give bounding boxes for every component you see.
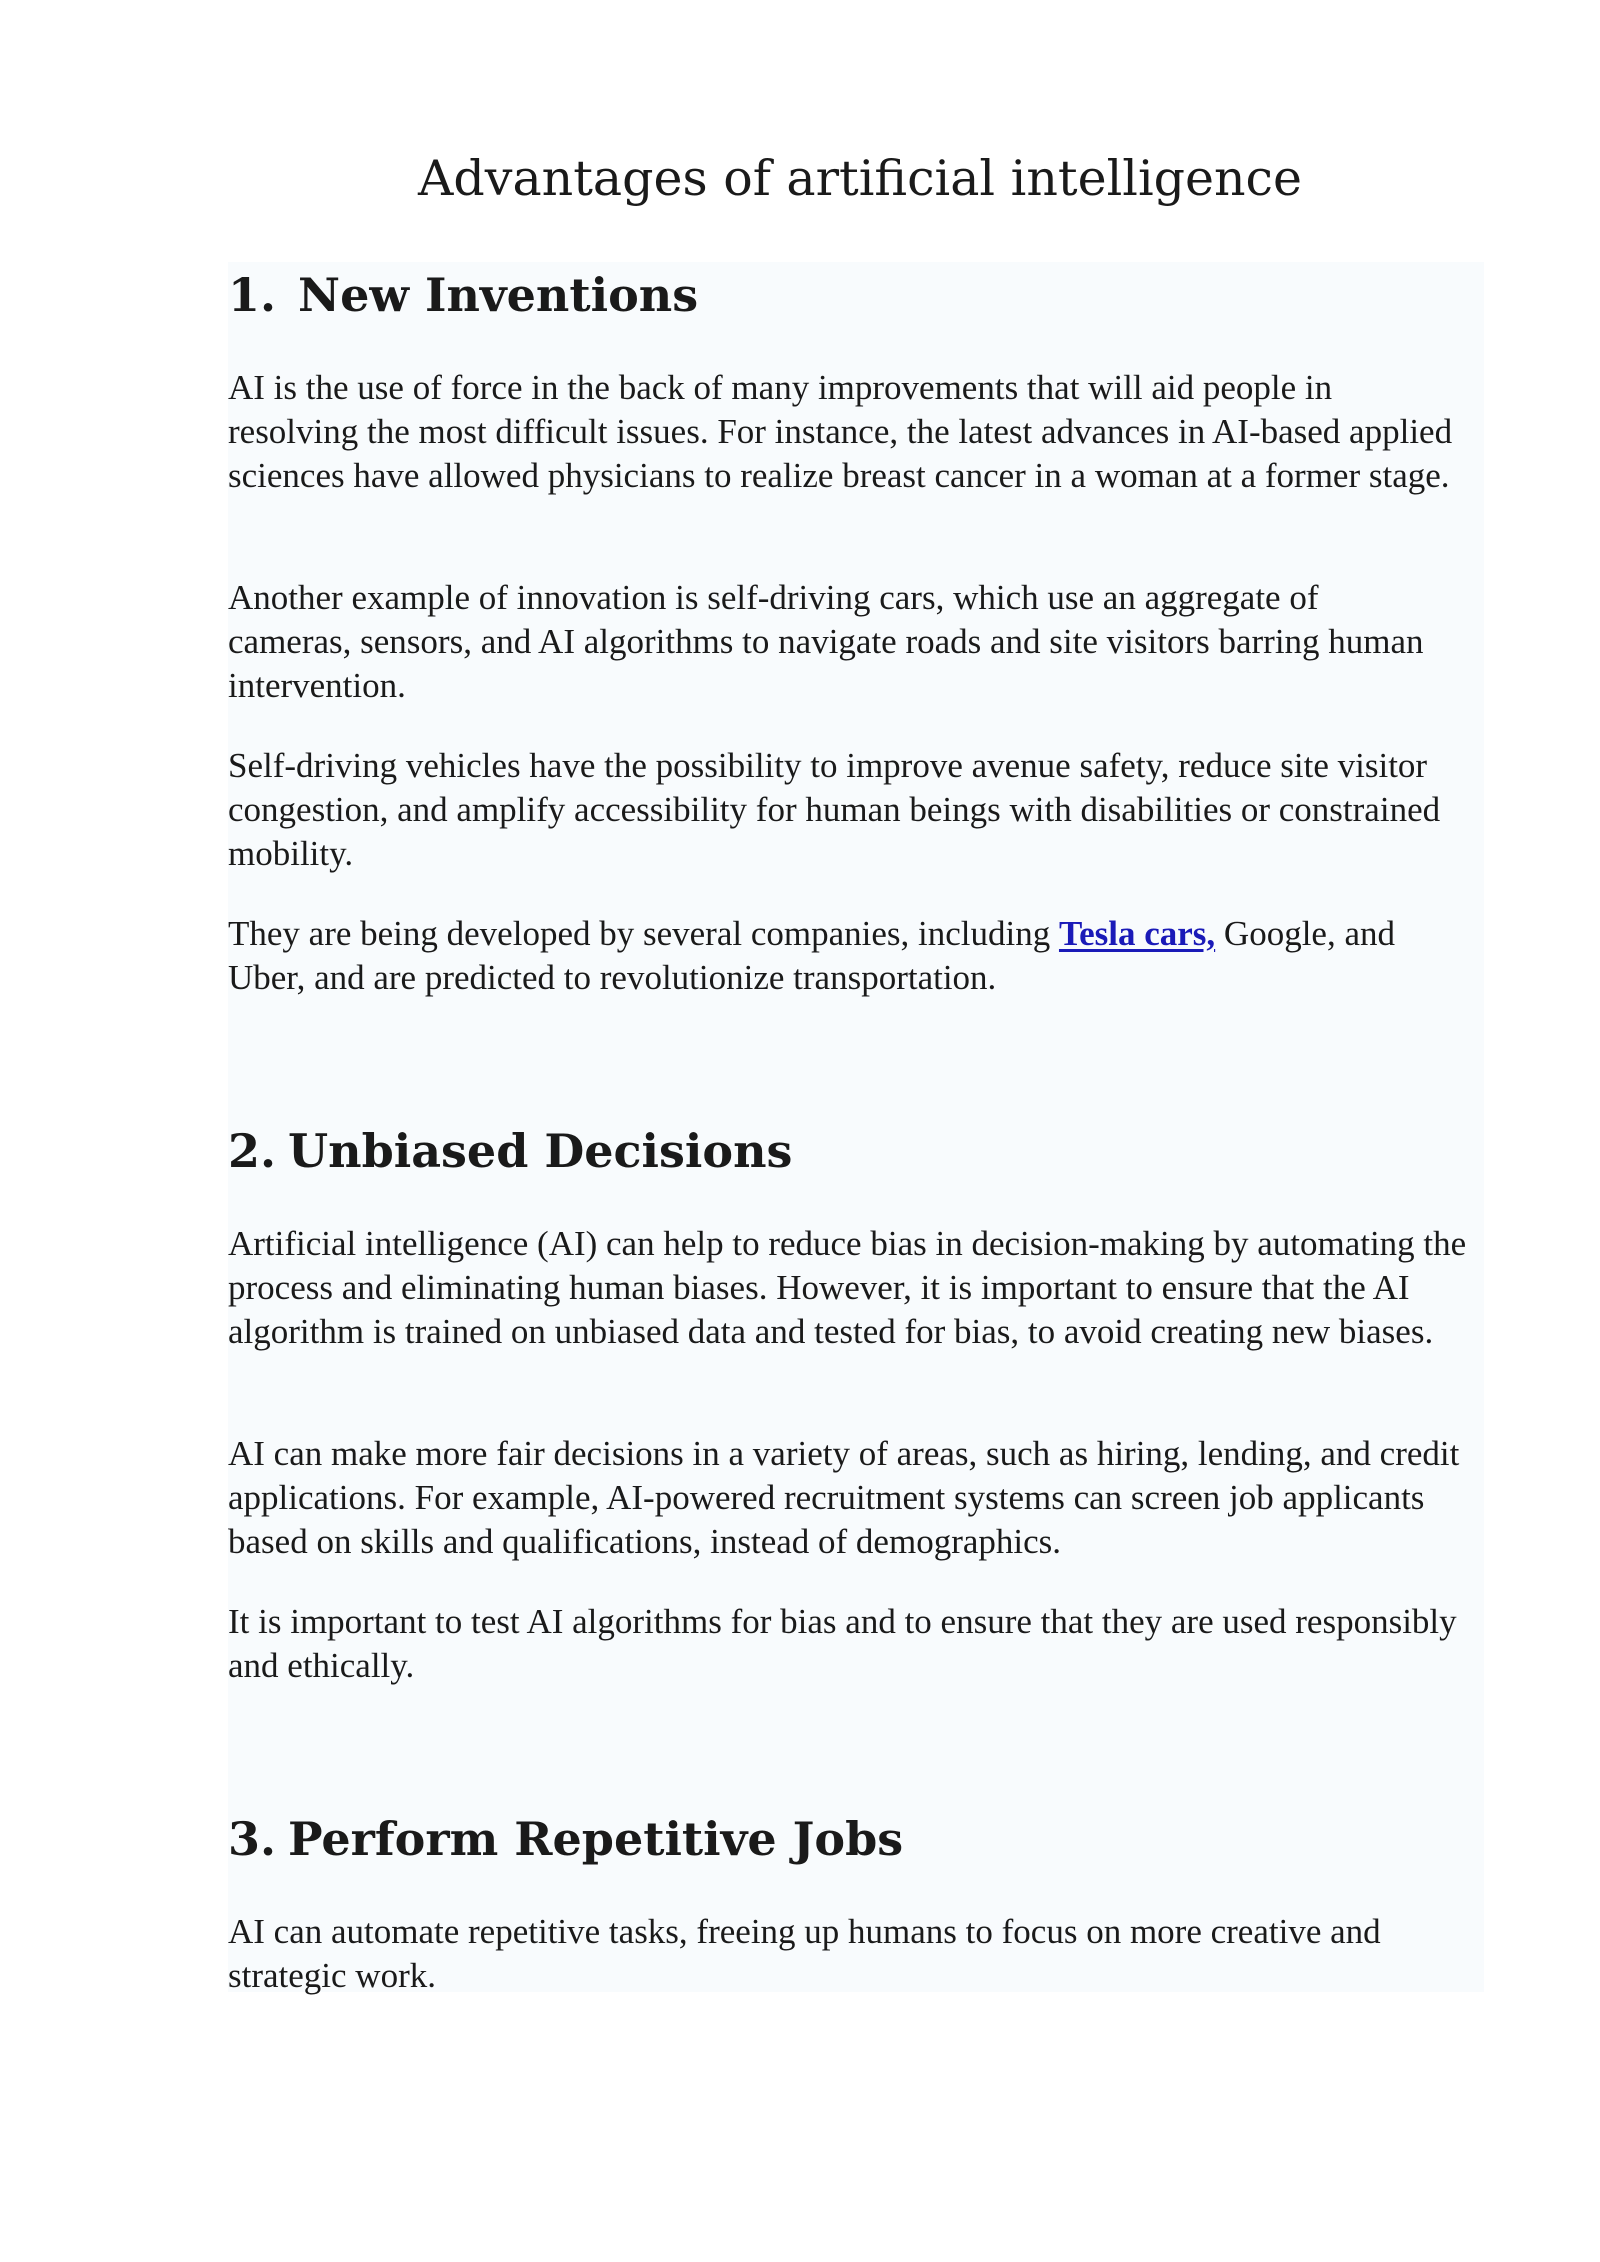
section-number: 1. [228, 268, 277, 322]
tesla-cars-link[interactable]: Tesla cars, [1058, 914, 1216, 953]
paragraph: It is important to test AI algorithms for bias and to ensure that they are used responsibly and ethically. [228, 1602, 1457, 1685]
document-title: Advantages of artificial intelligence [418, 150, 1302, 207]
paragraph-with-link [228, 912, 1468, 1000]
paragraph: AI is the use of force in the back of many improvements that will aid people in resolving the most difficult issues. For instance, the latest advances in AI-based applied sciences have allowed physicians to realize breast cancer in a woman at a former stage. [228, 368, 1453, 495]
section-heading-text: New Inventions [298, 268, 699, 322]
section-heading-text: Unbiased Decisions [288, 1124, 793, 1178]
paragraph-text: They are being developed by several companies, including [228, 914, 1059, 953]
paragraph: Another example of innovation is self-driving cars, which use an aggregate of cameras, sensors, and AI algorithms to navigate roads and site visitors barring human intervention. [228, 578, 1424, 705]
section-number: 3. [228, 1812, 277, 1866]
paragraph-text: Google, and Uber, and are predicted to revolutionize transportation. [228, 914, 1395, 997]
section-heading-text: Perform Repetitive Jobs [288, 1812, 904, 1866]
section-heading [228, 1124, 792, 1179]
paragraph: AI can automate repetitive tasks, freeing up humans to focus on more creative and strategic work. [228, 1912, 1381, 1995]
section-heading [228, 268, 698, 323]
article-body [228, 262, 1484, 1995]
paragraph: AI can make more fair decisions in a variety of areas, such as hiring, lending, and credit applications. For example, AI-powered recruitment systems can screen job applicants based on skills and qualifications, instead of demographics. [228, 1434, 1460, 1561]
paragraph: Self-driving vehicles have the possibility to improve avenue safety, reduce site visitor congestion, and amplify accessibility for human beings with disabilities or constrained mobility. [228, 746, 1441, 873]
section-heading [228, 1812, 903, 1867]
paragraph: Artificial intelligence (AI) can help to reduce bias in decision-making by automating the process and eliminating human biases. However, it is important to ensure that the AI algorithm is trained on unbiased data and tested for bias, to avoid creating new biases. [228, 1224, 1467, 1351]
section-number: 2. [228, 1124, 277, 1178]
